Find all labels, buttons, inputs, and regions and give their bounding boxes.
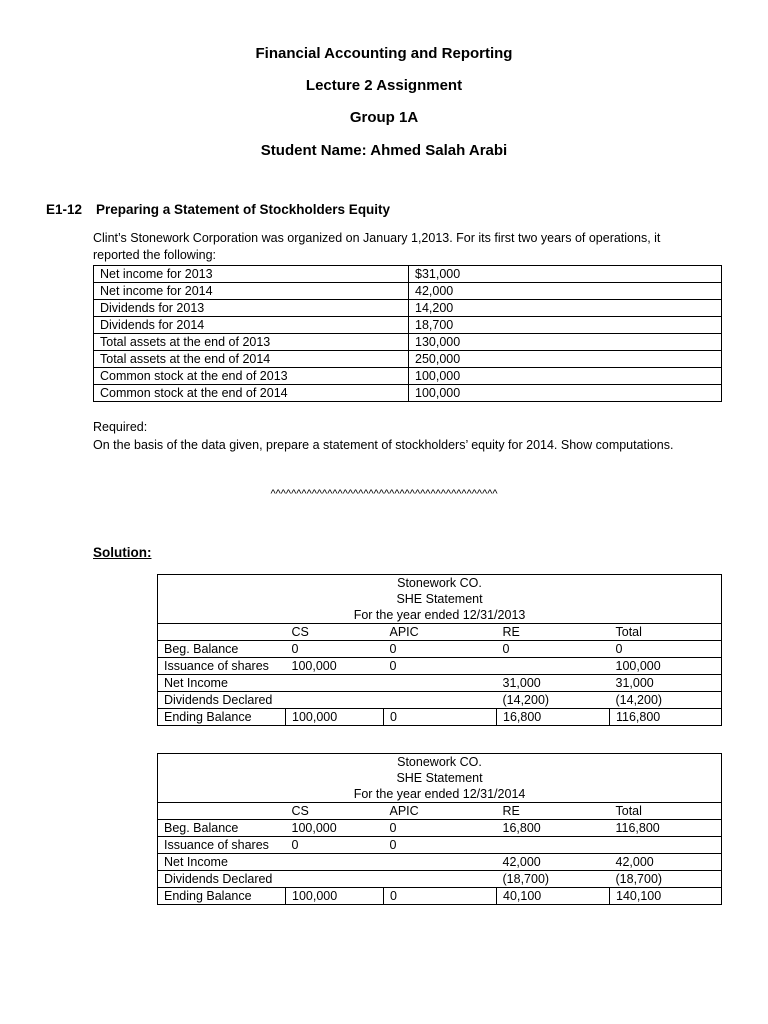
table-row <box>94 283 722 300</box>
total-cell <box>610 837 722 854</box>
column-header-total: Total <box>610 803 722 820</box>
table-row <box>94 368 722 385</box>
column-header-apic: APIC <box>384 624 497 641</box>
table-row <box>158 820 722 837</box>
lecture-title: Lecture 2 Assignment <box>305 77 463 94</box>
row-label: Beg. Balance <box>158 820 286 837</box>
row-label: Dividends Declared <box>158 692 286 709</box>
column-header-blank <box>158 624 286 641</box>
column-header-cs: CS <box>286 803 384 820</box>
re-cell <box>497 837 610 854</box>
re-cell: 31,000 <box>497 675 610 692</box>
row-label: Beg. Balance <box>158 641 286 658</box>
separator-line: ^^^^^^^^^^^^^^^^^^^^^^^^^^^^^^^^^^^^^^^^^^^^ <box>270 488 498 500</box>
row-value: 250,000 <box>409 351 722 368</box>
exercise-title: Preparing a Statement of Stockholders Equity <box>96 202 391 217</box>
table-row <box>94 334 722 351</box>
table-row <box>158 888 722 905</box>
row-label: Dividends Declared <box>158 871 286 888</box>
total-cell: 140,100 <box>610 888 722 905</box>
re-cell: 16,800 <box>497 709 610 726</box>
row-value: 100,000 <box>409 368 722 385</box>
row-value: $31,000 <box>409 266 722 283</box>
cs-cell <box>286 692 384 709</box>
table-row <box>158 675 722 692</box>
table-row <box>94 385 722 402</box>
total-cell: 116,800 <box>610 820 722 837</box>
row-value: 100,000 <box>409 385 722 402</box>
row-value: 14,200 <box>409 300 722 317</box>
column-header-row <box>158 803 722 820</box>
required-label: Required: <box>93 420 148 434</box>
exercise-code: E1-12 <box>46 202 83 217</box>
table-row <box>158 871 722 888</box>
cs-cell: 0 <box>286 641 384 658</box>
cs-cell <box>286 854 384 871</box>
table-row <box>158 692 722 709</box>
she-statement-2014 <box>157 753 722 905</box>
row-label: Ending Balance <box>158 709 286 726</box>
row-label: Net income for 2013 <box>94 266 409 283</box>
table-row <box>158 837 722 854</box>
cs-cell: 100,000 <box>286 709 384 726</box>
apic-cell <box>384 854 497 871</box>
re-cell: 16,800 <box>497 820 610 837</box>
row-label: Net Income <box>158 854 286 871</box>
company-name: Stonework CO. <box>158 754 722 771</box>
row-value: 130,000 <box>409 334 722 351</box>
apic-cell: 0 <box>384 820 497 837</box>
cs-cell: 100,000 <box>286 820 384 837</box>
table-row <box>158 709 722 726</box>
exercise-heading <box>46 202 390 217</box>
student-name: Student Name: Ahmed Salah Arabi <box>260 142 508 159</box>
apic-cell: 0 <box>384 641 497 658</box>
row-label: Issuance of shares <box>158 658 286 675</box>
apic-cell: 0 <box>384 658 497 675</box>
total-cell: 0 <box>610 641 722 658</box>
row-label: Total assets at the end of 2013 <box>94 334 409 351</box>
row-label: Net income for 2014 <box>94 283 409 300</box>
re-cell: (14,200) <box>497 692 610 709</box>
table-row <box>158 854 722 871</box>
cs-cell: 100,000 <box>286 658 384 675</box>
row-label: Net Income <box>158 675 286 692</box>
row-value: 18,700 <box>409 317 722 334</box>
table-row <box>158 658 722 675</box>
table-row <box>94 317 722 334</box>
apic-cell <box>384 692 497 709</box>
solution-heading: Solution: <box>93 545 152 560</box>
re-cell: 42,000 <box>497 854 610 871</box>
table-row <box>94 300 722 317</box>
cs-cell: 100,000 <box>286 888 384 905</box>
total-cell: 100,000 <box>610 658 722 675</box>
apic-cell: 0 <box>384 888 497 905</box>
column-header-re: RE <box>497 803 610 820</box>
total-cell: 116,800 <box>610 709 722 726</box>
re-cell: (18,700) <box>497 871 610 888</box>
exercise-intro: Clint’s Stonework Corporation was organized on January 1,2013. For its first two years of operations, it reported the following: <box>93 231 661 262</box>
row-label: Dividends for 2013 <box>94 300 409 317</box>
statement-name: SHE Statement <box>158 770 722 786</box>
column-header-row <box>158 624 722 641</box>
group-title: Group 1A <box>349 109 419 126</box>
company-name: Stonework CO. <box>158 575 722 592</box>
statement-period: For the year ended 12/31/2013 <box>158 607 722 624</box>
column-header-re: RE <box>497 624 610 641</box>
total-cell: 31,000 <box>610 675 722 692</box>
row-label: Common stock at the end of 2013 <box>94 368 409 385</box>
apic-cell <box>384 871 497 888</box>
apic-cell: 0 <box>384 837 497 854</box>
she-statement-2013 <box>157 574 722 726</box>
cs-cell: 0 <box>286 837 384 854</box>
column-header-blank <box>158 803 286 820</box>
column-header-cs: CS <box>286 624 384 641</box>
cs-cell <box>286 871 384 888</box>
table-row <box>94 351 722 368</box>
column-header-apic: APIC <box>384 803 497 820</box>
re-cell: 0 <box>497 641 610 658</box>
table-row <box>158 641 722 658</box>
total-cell: 42,000 <box>610 854 722 871</box>
cs-cell <box>286 675 384 692</box>
apic-cell: 0 <box>384 709 497 726</box>
total-cell: (18,700) <box>610 871 722 888</box>
table-row <box>94 266 722 283</box>
statement-name: SHE Statement <box>158 591 722 607</box>
statement-period: For the year ended 12/31/2014 <box>158 786 722 803</box>
row-label: Dividends for 2014 <box>94 317 409 334</box>
row-value: 42,000 <box>409 283 722 300</box>
row-label: Issuance of shares <box>158 837 286 854</box>
column-header-total: Total <box>610 624 722 641</box>
apic-cell <box>384 675 497 692</box>
row-label: Common stock at the end of 2014 <box>94 385 409 402</box>
row-label: Total assets at the end of 2014 <box>94 351 409 368</box>
total-cell: (14,200) <box>610 692 722 709</box>
course-title: Financial Accounting and Reporting <box>255 45 513 62</box>
re-cell: 40,100 <box>497 888 610 905</box>
given-data-table <box>93 265 722 402</box>
re-cell <box>497 658 610 675</box>
required-text: On the basis of the data given, prepare a statement of stockholders’ equity for 2014. Show computations. <box>93 438 674 452</box>
row-label: Ending Balance <box>158 888 286 905</box>
